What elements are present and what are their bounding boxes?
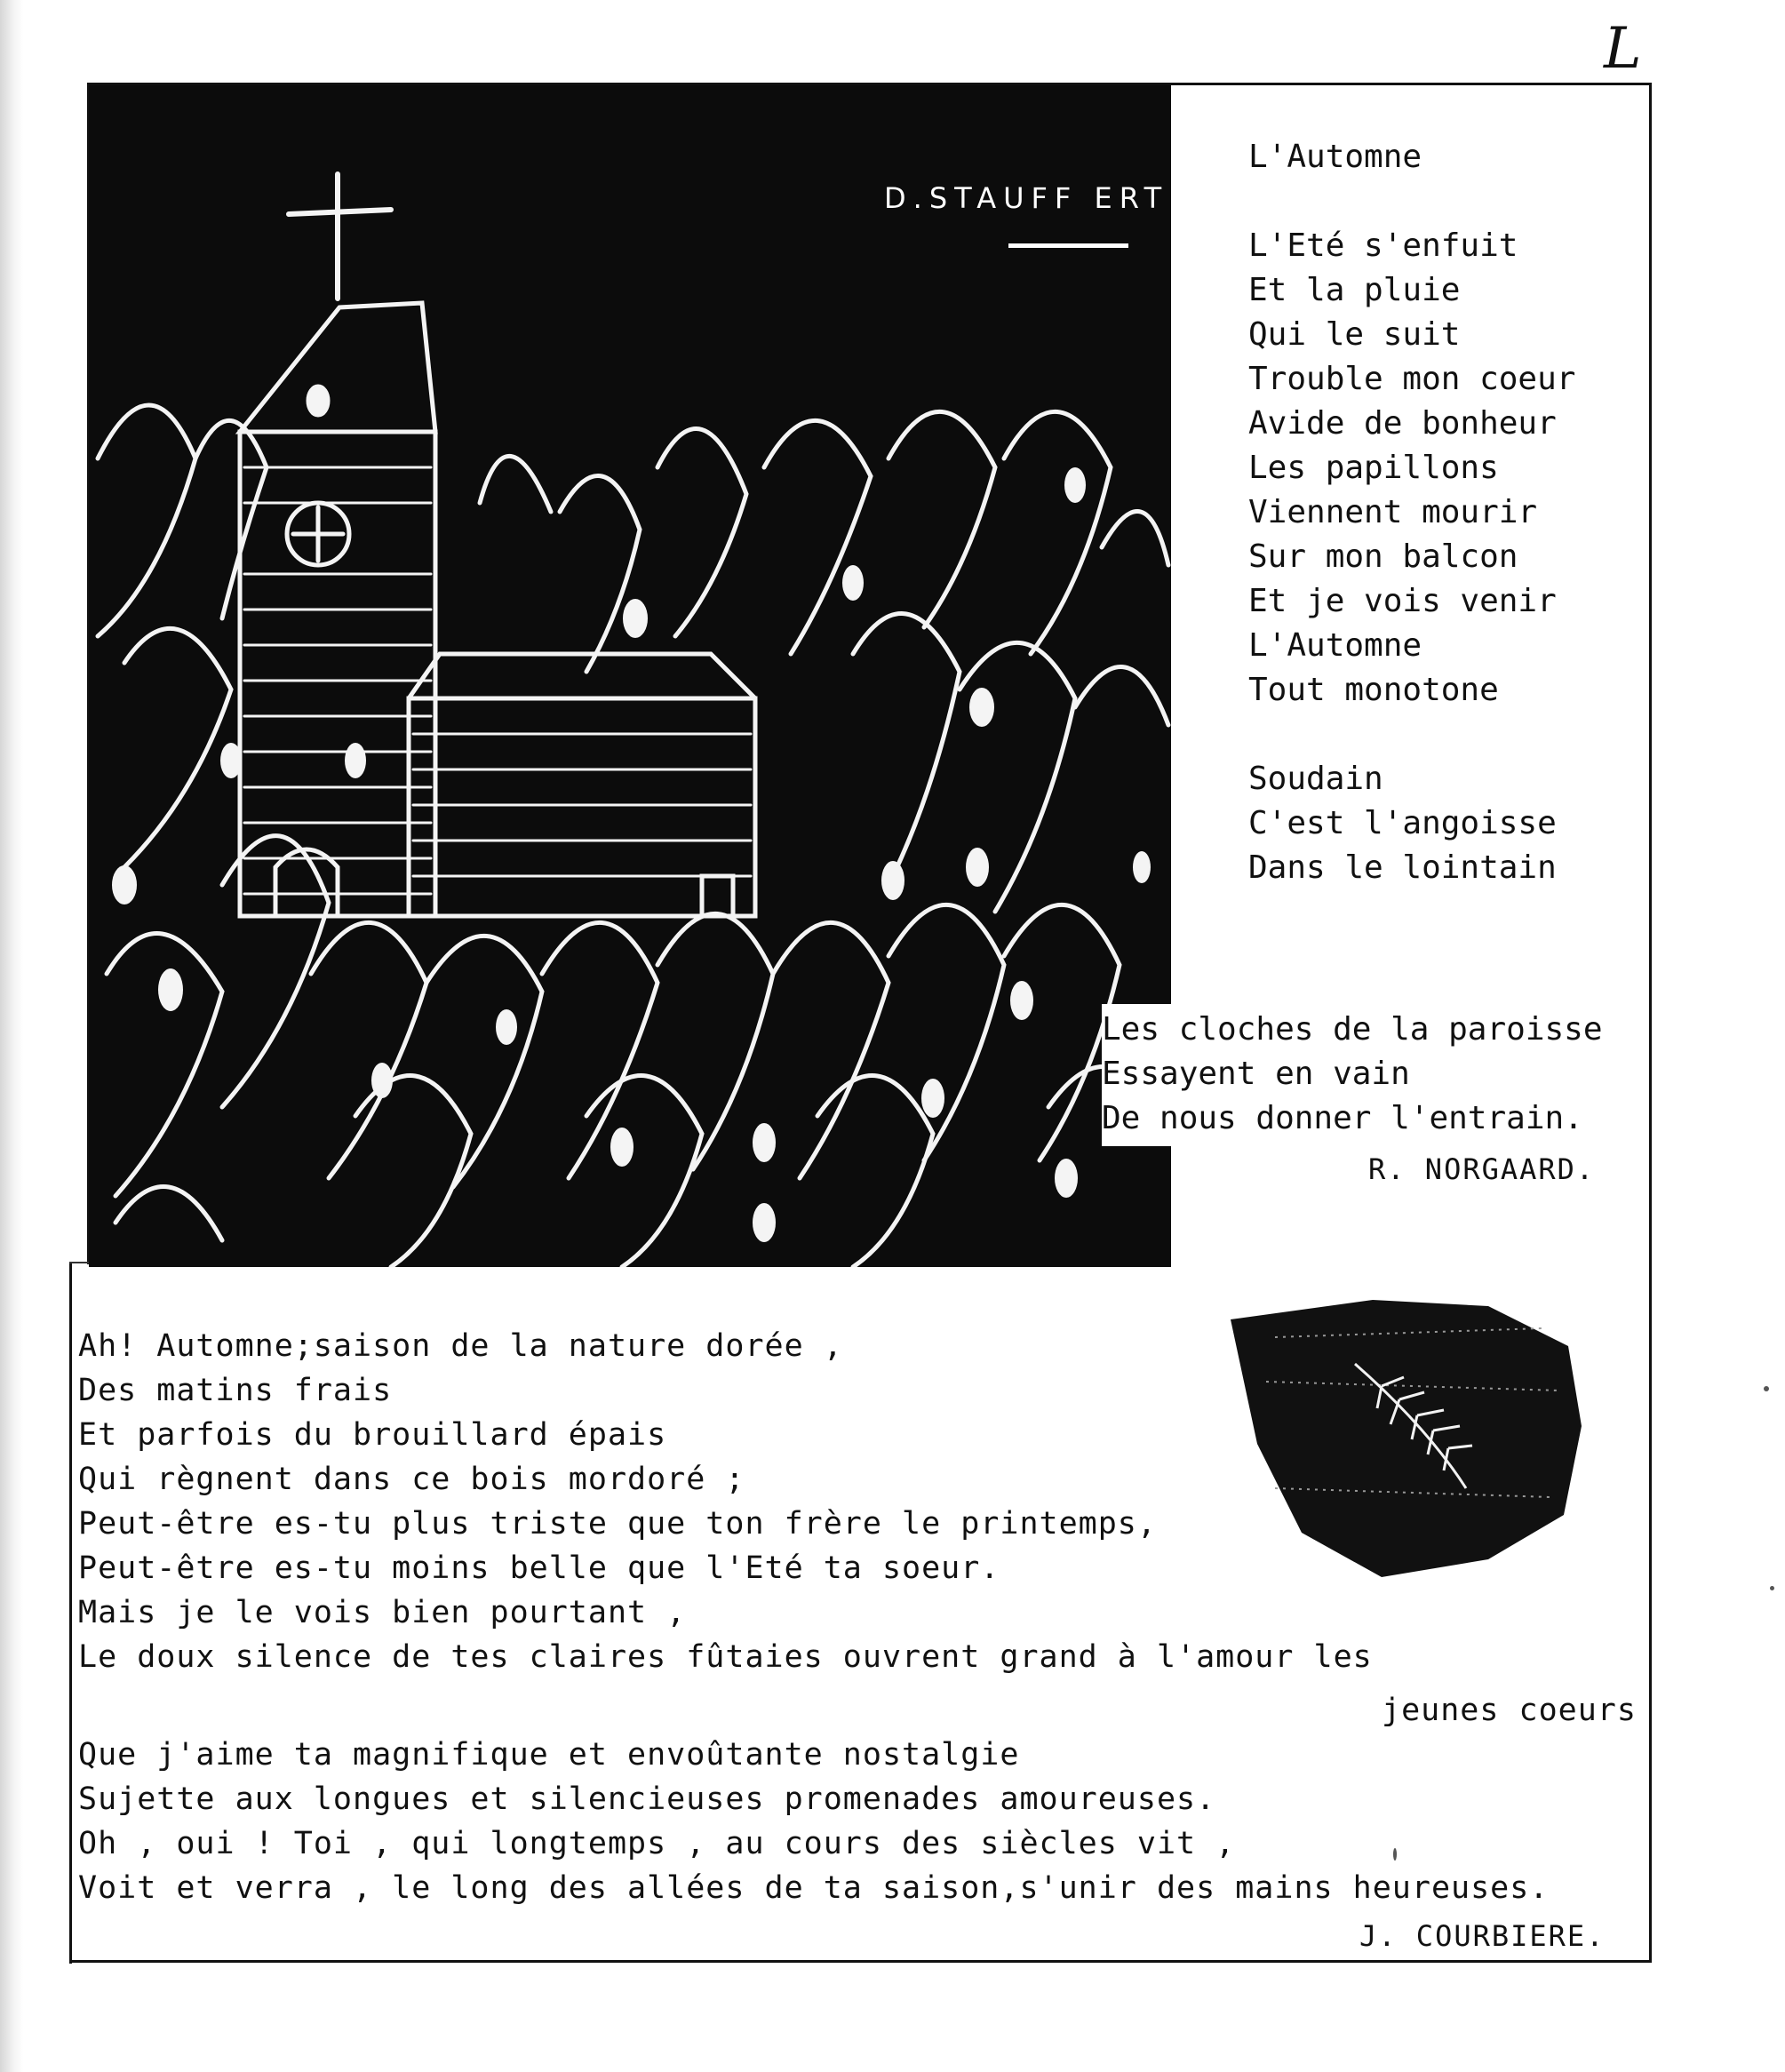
poem1-author: R. NORGAARD.	[1368, 1152, 1596, 1186]
poem2-line: Voit et verra , le long des allées de ta saison,s'unir des mains heureuses.	[78, 1870, 1550, 1906]
poem2-line: Des matins frais	[78, 1373, 393, 1408]
signature-underline	[1008, 243, 1128, 248]
poem1-line: Et la pluie	[1248, 272, 1461, 308]
poem1-blank	[1248, 713, 1575, 757]
scan-edge-shadow	[0, 0, 23, 2072]
poem2-line: Qui règnent dans ce bois mordoré ;	[78, 1462, 745, 1497]
poem1-stanza3-line: Essayent en vain	[1102, 1056, 1410, 1092]
poem1-line: L'Automne	[1248, 627, 1422, 664]
poem1-blank	[1248, 179, 1575, 224]
poem1-stanza3-line: De nous donner l'entrain.	[1102, 1100, 1583, 1136]
poem2-line: Sujette aux longues et silencieuses promenades amoureuses.	[78, 1781, 1216, 1817]
poem2-line: Peut-être es-tu plus triste que ton frère le printemps,	[78, 1506, 1157, 1542]
poem1-line: Trouble mon coeur	[1248, 361, 1576, 397]
scan-speck	[1764, 1386, 1769, 1391]
poem1-line: Viennent mourir	[1248, 494, 1538, 530]
woodcut-illustration	[89, 85, 1171, 1267]
poem2-line: Oh , oui ! Toi , qui longtemps , au cours des siècles vit ,	[78, 1826, 1236, 1861]
poem1-stanza2-line: C'est l'angoisse	[1248, 805, 1557, 841]
poem2-column	[78, 1324, 1373, 1679]
poem2-wrapped-line: jeunes coeurs	[1382, 1693, 1637, 1728]
page-mark: L	[1604, 16, 1642, 82]
poem2-column-continued	[78, 1733, 1549, 1910]
poem1-stanza3-line: Les cloches de la paroisse	[1102, 1011, 1603, 1048]
poem1-line: Les papillons	[1248, 450, 1499, 486]
poem1-stanza2-line: Soudain	[1248, 761, 1383, 797]
poem2-line: Ah! Automne;saison de la nature dorée ,	[78, 1328, 843, 1364]
poem2-line: Que j'aime ta magnifique et envoûtante nostalgie	[78, 1737, 1020, 1773]
poem1-line: Tout monotone	[1248, 672, 1499, 708]
poem1-stanza2-line: Dans le lointain	[1248, 849, 1557, 886]
poem1-line: Qui le suit	[1248, 316, 1461, 353]
woodcut-drawing	[89, 85, 1171, 1267]
poem2-line: Peut-être es-tu moins belle que l'Eté ta soeur.	[78, 1550, 1000, 1586]
poem1-column	[1248, 135, 1575, 890]
scan-speck	[1770, 1586, 1774, 1590]
poem1-line: Sur mon balcon	[1248, 538, 1518, 575]
poem2-author: J. COURBIERE.	[1359, 1919, 1606, 1953]
poem1-line: L'Eté s'enfuit	[1248, 227, 1518, 264]
poem1-title: L'Automne	[1248, 139, 1422, 175]
poem2-line: Mais je le vois bien pourtant ,	[78, 1595, 687, 1630]
poem2-line: Le doux silence de tes claires fûtaies ouvrent grand à l'amour les	[78, 1639, 1373, 1675]
frame-right-rule	[1649, 83, 1652, 1962]
artist-signature: D.STAUFF ERT	[884, 181, 1169, 215]
frame-bottom-rule	[69, 1960, 1652, 1963]
poem1-stanza3	[1102, 1004, 1610, 1146]
scan-speck	[1393, 1848, 1397, 1861]
poem1-line: Avide de bonheur	[1248, 405, 1557, 442]
frame-left-rule-lower	[69, 1262, 72, 1964]
poem1-line: Et je vois venir	[1248, 583, 1557, 619]
poem2-line: Et parfois du brouillard épais	[78, 1417, 667, 1453]
